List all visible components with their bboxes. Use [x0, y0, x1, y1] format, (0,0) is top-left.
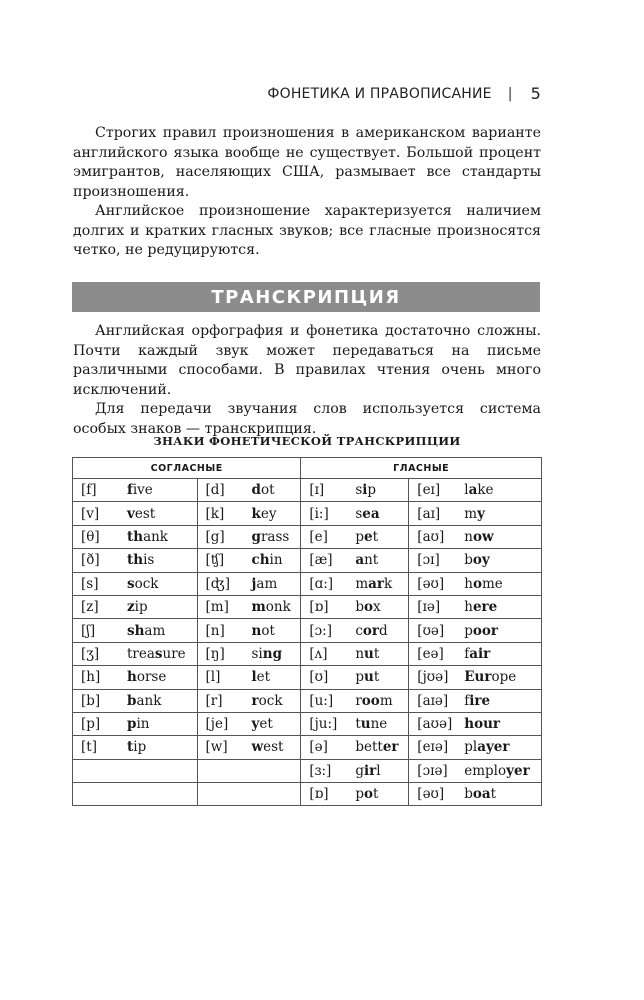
vowels-left-word: box	[349, 595, 408, 618]
vowels-right-symbol: [aɪ]	[409, 502, 458, 525]
vowels-right-symbol: [əʊ]	[409, 783, 458, 806]
consonants-left-word: sham	[121, 619, 197, 642]
table-row	[73, 502, 542, 525]
consonants-left-symbol: [s]	[73, 572, 122, 595]
consonants-right-word	[246, 783, 301, 806]
highlighted-letters: th	[127, 552, 144, 569]
consonants-left-word: horse	[121, 666, 197, 689]
consonants-left-symbol: [ð]	[73, 549, 122, 572]
consonants-right-symbol: [je]	[197, 712, 246, 735]
consonants-left-symbol: [p]	[73, 712, 122, 735]
consonants-right-word: monk	[246, 595, 301, 618]
section-paragraph-1: Английская орфография и фонетика достаточно сложны. Почти каждый звук может передаваться на письме различными способами. В правилах чтения очень много исключений.	[73, 323, 541, 398]
highlighted-letters: oy	[472, 552, 490, 569]
vowels-right-symbol: [ɔɪ]	[409, 549, 458, 572]
consonants-left-symbol: [ʃ]	[73, 619, 122, 642]
highlighted-letters: hour	[464, 716, 500, 733]
vowels-left-word: pot	[349, 783, 408, 806]
highlighted-letters: a	[355, 552, 365, 569]
consonants-right-word: key	[246, 502, 301, 525]
vowels-left-word: nut	[349, 642, 408, 665]
highlighted-letters: n	[251, 622, 262, 639]
highlighted-letters: er	[382, 739, 399, 756]
vowels-right-word: lake	[458, 479, 541, 502]
highlighted-letters: b	[127, 692, 137, 709]
consonants-left-symbol: [ʒ]	[73, 642, 122, 665]
highlighted-letters: ea	[362, 505, 380, 522]
highlighted-letters: ng	[262, 645, 283, 662]
highlighted-letters: v	[127, 505, 135, 522]
vowels-left-symbol: [ɑ:]	[301, 572, 350, 595]
table-row	[73, 689, 542, 712]
consonants-left-symbol: [v]	[73, 502, 122, 525]
section-paragraph-2: Для передачи звучания слов используется система особых знаков — транскрипция.	[73, 401, 541, 437]
highlighted-letters: j	[251, 575, 257, 592]
consonants-left-word: treasure	[121, 642, 197, 665]
consonants-left-word: tip	[121, 736, 197, 759]
vowels-left-symbol: [ʊ]	[301, 666, 350, 689]
highlighted-letters: k	[251, 505, 261, 522]
consonants-left-symbol	[73, 783, 122, 806]
vowels-left-symbol: [ju:]	[301, 712, 350, 735]
vowels-right-word: fair	[458, 642, 541, 665]
consonants-left-word: sock	[121, 572, 197, 595]
intro-paragraph-1: Строгих правил произношения в американском варианте английского языка вообще не существует. Большой процент эмигрантов, населяющих США, размывает все стандарты произношения.	[73, 125, 541, 200]
vowels-left-symbol: [ɒ]	[301, 595, 350, 618]
table-caption: ЗНАКИ ФОНЕТИЧЕСКОЙ ТРАНСКРИПЦИИ	[153, 434, 461, 448]
vowels-right-word: fire	[458, 689, 541, 712]
consonants-left-word: bank	[121, 689, 197, 712]
highlighted-letters: oo	[361, 692, 380, 709]
consonants-right-word: grass	[246, 525, 301, 548]
vowels-right-word: now	[458, 525, 541, 548]
consonants-right-symbol: [g]	[197, 525, 246, 548]
table-row	[73, 736, 542, 759]
highlighted-letters: oa	[472, 786, 491, 803]
table-row	[73, 595, 542, 618]
section-text	[73, 322, 541, 439]
vowels-right-symbol: [eɪə]	[409, 736, 458, 759]
highlighted-letters: or	[362, 622, 380, 639]
vowels-left-symbol: [e]	[301, 525, 350, 548]
consonants-right-symbol: [d]	[197, 479, 246, 502]
highlighted-letters: s	[127, 575, 135, 592]
vowels-left-symbol: [ʌ]	[301, 642, 350, 665]
highlighted-letters: i	[362, 482, 368, 499]
highlighted-letters: ir	[363, 762, 377, 779]
table-row	[73, 549, 542, 572]
page-number: 5	[530, 84, 541, 103]
consonants-right-word: rock	[246, 689, 301, 712]
vowels-right-word	[458, 712, 541, 735]
intro-text	[73, 124, 541, 261]
consonants-left-symbol: [h]	[73, 666, 122, 689]
consonants-left-symbol: [t]	[73, 736, 122, 759]
highlighted-letters: Eur	[464, 669, 492, 686]
consonants-left-word: five	[121, 479, 197, 502]
consonants-right-symbol: [r]	[197, 689, 246, 712]
vowels-right-symbol: [eɪ]	[409, 479, 458, 502]
highlighted-letters: z	[127, 599, 135, 616]
vowels-right-word: home	[458, 572, 541, 595]
running-head	[267, 84, 541, 103]
highlighted-letters: y	[477, 505, 485, 522]
consonants-right-word: chin	[246, 549, 301, 572]
highlighted-letters: ayer	[477, 739, 510, 756]
section-heading: ТРАНСКРИПЦИЯ	[72, 282, 540, 312]
vowels-header: ГЛАСНЫЕ	[301, 458, 542, 479]
highlighted-letters: ar	[368, 575, 385, 592]
table-row	[73, 572, 542, 595]
consonants-left-symbol: [f]	[73, 479, 122, 502]
highlighted-letters: t	[127, 739, 134, 756]
highlighted-letters: th	[127, 528, 144, 545]
consonants-right-word: sing	[246, 642, 301, 665]
consonants-left-word	[121, 759, 197, 782]
highlighted-letters: u	[363, 669, 374, 686]
highlighted-letters: l	[251, 669, 257, 686]
table-row	[73, 666, 542, 689]
consonants-left-word: thank	[121, 525, 197, 548]
highlighted-letters: ire	[469, 692, 491, 709]
running-head-separator: |	[507, 85, 513, 102]
consonants-right-symbol: [n]	[197, 619, 246, 642]
highlighted-letters: f	[127, 482, 133, 499]
vowels-right-symbol: [ʊə]	[409, 619, 458, 642]
running-head-section: ФОНЕТИКА И ПРАВОПИСАНИЕ	[267, 85, 492, 102]
table-row	[73, 759, 542, 782]
highlighted-letters: oor	[472, 622, 499, 639]
highlighted-letters: ch	[251, 552, 270, 569]
highlighted-letters: sh	[127, 622, 145, 639]
vowels-left-symbol: [ɒ]	[301, 783, 350, 806]
consonants-right-symbol: [l]	[197, 666, 246, 689]
consonants-left-word: this	[121, 549, 197, 572]
consonants-left-symbol: [θ]	[73, 525, 122, 548]
consonants-left-symbol	[73, 759, 122, 782]
highlighted-letters: d	[251, 482, 261, 499]
consonants-left-word: pin	[121, 712, 197, 735]
consonants-right-symbol: [w]	[197, 736, 246, 759]
highlighted-letters: r	[251, 692, 259, 709]
vowels-left-symbol: [ə]	[301, 736, 350, 759]
vowels-right-word: player	[458, 736, 541, 759]
consonants-left-symbol: [b]	[73, 689, 122, 712]
consonants-right-word: yet	[246, 712, 301, 735]
consonants-right-word: dot	[246, 479, 301, 502]
highlighted-letters: w	[251, 739, 264, 756]
vowels-left-word: put	[349, 666, 408, 689]
vowels-right-word: Europe	[458, 666, 541, 689]
consonants-header: СОГЛАСНЫЕ	[73, 458, 301, 479]
highlighted-letters: ow	[472, 528, 494, 545]
vowels-left-word: sea	[349, 502, 408, 525]
vowels-left-word: mark	[349, 572, 408, 595]
table-body	[73, 479, 542, 806]
consonants-right-word: let	[246, 666, 301, 689]
consonants-right-word: not	[246, 619, 301, 642]
highlighted-letters: o	[363, 599, 373, 616]
highlighted-letters: e	[363, 528, 373, 545]
vowels-right-word: poor	[458, 619, 541, 642]
vowels-left-word: room	[349, 689, 408, 712]
consonants-right-symbol: [ʧ]	[197, 549, 246, 572]
vowels-left-word: girl	[349, 759, 408, 782]
highlighted-letters: yer	[506, 762, 530, 779]
table-header-row	[73, 458, 542, 479]
highlighted-letters: m	[251, 599, 266, 616]
consonants-left-word: zip	[121, 595, 197, 618]
vowels-left-word: cord	[349, 619, 408, 642]
vowels-left-word: sip	[349, 479, 408, 502]
consonants-right-symbol: [ʤ]	[197, 572, 246, 595]
vowels-left-symbol: [æ]	[301, 549, 350, 572]
highlighted-letters: o	[363, 786, 373, 803]
consonants-right-symbol	[197, 759, 246, 782]
consonants-left-word: vest	[121, 502, 197, 525]
vowels-right-symbol: [jʊə]	[409, 666, 458, 689]
transcription-table	[72, 457, 542, 806]
vowels-right-symbol: [eə]	[409, 642, 458, 665]
vowels-left-symbol: [ɔ:]	[301, 619, 350, 642]
consonants-right-word: west	[246, 736, 301, 759]
vowels-left-word: tune	[349, 712, 408, 735]
vowels-left-word: pet	[349, 525, 408, 548]
vowels-right-symbol: [ɪə]	[409, 595, 458, 618]
vowels-right-symbol: [aʊə]	[409, 712, 458, 735]
vowels-right-symbol: [aɪə]	[409, 689, 458, 712]
vowels-left-word: better	[349, 736, 408, 759]
highlighted-letters: h	[127, 669, 137, 686]
vowels-right-word: employer	[458, 759, 541, 782]
consonants-right-word: jam	[246, 572, 301, 595]
vowels-left-symbol: [u:]	[301, 689, 350, 712]
highlighted-letters: air	[469, 645, 491, 662]
highlighted-letters: y	[251, 716, 260, 733]
highlighted-letters: u	[364, 645, 374, 662]
consonants-right-symbol: [m]	[197, 595, 246, 618]
highlighted-letters: g	[251, 528, 261, 545]
vowels-left-symbol: [ɜ:]	[301, 759, 350, 782]
vowels-right-symbol: [əʊ]	[409, 572, 458, 595]
vowels-right-word: boat	[458, 783, 541, 806]
vowels-right-word: my	[458, 502, 541, 525]
consonants-right-symbol: [ŋ]	[197, 642, 246, 665]
consonants-right-word	[246, 759, 301, 782]
highlighted-letters: o	[472, 575, 482, 592]
highlighted-letters: a	[468, 482, 478, 499]
table-row	[73, 619, 542, 642]
table-row	[73, 642, 542, 665]
table-row	[73, 712, 542, 735]
highlighted-letters: u	[360, 716, 371, 733]
vowels-right-symbol: [ɔɪə]	[409, 759, 458, 782]
vowels-left-word: ant	[349, 549, 408, 572]
highlighted-letters: ere	[472, 599, 498, 616]
vowels-right-symbol: [aʊ]	[409, 525, 458, 548]
vowels-right-word: boy	[458, 549, 541, 572]
consonants-right-symbol: [k]	[197, 502, 246, 525]
intro-paragraph-2: Английское произношение характеризуется наличием долгих и кратких гласных звуков; все гласные произносятся четко, не редуцируются.	[73, 203, 541, 258]
highlighted-letters: s	[154, 645, 163, 662]
vowels-right-word: here	[458, 595, 541, 618]
table-row	[73, 525, 542, 548]
highlighted-letters: p	[127, 716, 137, 733]
table-row	[73, 783, 542, 806]
consonants-left-word	[121, 783, 197, 806]
vowels-left-symbol: [ɪ]	[301, 479, 350, 502]
table-row	[73, 479, 542, 502]
vowels-left-symbol: [i:]	[301, 502, 350, 525]
consonants-left-symbol: [z]	[73, 595, 122, 618]
consonants-right-symbol	[197, 783, 246, 806]
